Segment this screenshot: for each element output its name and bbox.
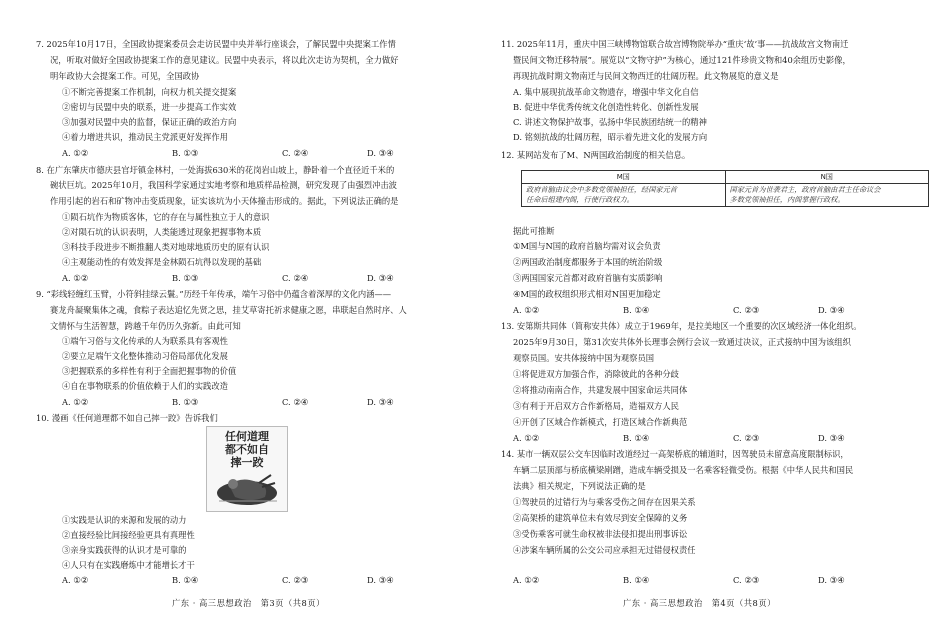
q13-options <box>513 433 933 444</box>
comic-title-line: 都不如自 <box>225 443 269 456</box>
q11-stem-line: 11. 2025年11月，重庆中国三峡博物馆联合故宫博物院举办“重庆‘故’事——抗战故宫文物南迁 <box>501 39 849 49</box>
political-systems-table <box>521 170 929 207</box>
q14-option-a[interactable]: A. ①② <box>513 575 540 585</box>
q7-item: ②密切与民盟中央的联系，进一步提高工作实效 <box>62 102 237 112</box>
left-page-footer: 广东 · 高三思想政治 第3页（共8页） <box>172 598 325 608</box>
right-page-footer: 广东 · 高三思想政治 第4页（共8页） <box>623 598 776 608</box>
q7-option-b[interactable]: B. ①③ <box>172 148 199 158</box>
q8-item: ②对陨石坑的认识表明，人类能透过现象把握事物本质 <box>62 227 262 237</box>
q8-option-c[interactable]: C. ②④ <box>282 273 309 283</box>
q14-item: ①驾驶员的过错行为与乘客受伤之间存在因果关系 <box>513 497 696 507</box>
q11-option-a[interactable]: A. 集中展现抗战革命文物遗存，增强中华文化自信 <box>513 87 699 97</box>
q14-option-c[interactable]: C. ②③ <box>733 575 760 585</box>
q13-stem-line: 2025年9月30日，第31次安共体外长理事会例行会议一致通过决议，正式接纳中国为该组织 <box>513 337 851 347</box>
q8-item: ④主观能动性的有效发挥是金林陨石坑得以发现的基础 <box>62 257 262 267</box>
q9-option-a[interactable]: A. ①② <box>62 397 89 407</box>
q8-option-b[interactable]: B. ①③ <box>172 273 199 283</box>
q14-item: ③受伤乘客可就生命权被非法侵扣提出刑事诉讼 <box>513 529 688 539</box>
q10-option-d[interactable]: D. ③④ <box>367 575 394 585</box>
q13-item: ④开创了区域合作新模式，打造区域合作新典范 <box>513 417 688 427</box>
q14-stem-line: 法典》相关规定，下列说法正确的是 <box>513 481 646 491</box>
q13-item: ②将推动南南合作，共建发展中国家命运共同体 <box>513 385 688 395</box>
table-header-m: M国 <box>522 171 726 184</box>
q12-option-c[interactable]: C. ②③ <box>733 305 760 315</box>
q9-item: ②要立足端午文化整体推动习俗局部优化发展 <box>62 351 228 361</box>
q13-option-c[interactable]: C. ②③ <box>733 433 760 443</box>
q12-item: ①M国与N国的政府首脑均需对议会负责 <box>513 241 661 251</box>
q10-item: ③亲身实践获得的认识才是可靠的 <box>62 545 187 555</box>
q7-item: ③加强对民盟中央的监督，保证正确的政治方向 <box>62 117 237 127</box>
q12-stem: 12. 某网站发布了M、N两国政治制度的相关信息。 <box>501 150 691 160</box>
q14-stem-line: 车辆二层顶部与桥底横梁剐蹭，造成车辆受损及一名乘客轻微受伤。根据《中华人民共和国民 <box>513 465 854 475</box>
q13-item: ①将促进双方加强合作，消除彼此的各种分歧 <box>513 369 679 379</box>
table-cell-n <box>725 184 929 207</box>
q14-option-d[interactable]: D. ③④ <box>818 575 845 585</box>
table-cell-line: 政府首脑由议会中多数党领袖担任，经国家元首 <box>526 185 677 194</box>
q7-item: ④着力增进共识，推动民主党派更好发挥作用 <box>62 132 228 142</box>
q10-stem: 10. 漫画《任何道理都不如自己摔一跤》告诉我们 <box>36 413 218 423</box>
q12-options <box>513 305 933 316</box>
q13-option-d[interactable]: D. ③④ <box>818 433 845 443</box>
q9-option-b[interactable]: B. ①③ <box>172 397 199 407</box>
q12-option-a[interactable]: A. ①② <box>513 305 540 315</box>
table-header-n: N国 <box>725 171 929 184</box>
table-cell-line: 任命后组建内阁，行使行政权力。 <box>526 195 634 204</box>
q9-stem-line: 9. “彩线轻缠红玉臂，小符斜挂绿云鬟。”历经千年传承，端午习俗中仍蕴含着深厚的文化内涵—— <box>36 289 392 299</box>
q12-item: ③两国国家元首都对政府首脑有实质影响 <box>513 273 663 283</box>
q7-stem-line: 况，听取对做好全国政协提案工作的意见建议。民盟中央表示，将以此次走访为契机，全力做好 <box>50 55 399 65</box>
q13-option-a[interactable]: A. ①② <box>513 433 540 443</box>
q9-stem-line: 赛龙舟凝聚集体之魂，食粽子表达追忆先贤之思，挂艾草寄托祈求健康之愿，串联起自然时序、人 <box>50 305 407 315</box>
table-cell-line: 国家元首为世袭君主，政府首脑由君主任命议会 <box>729 185 881 194</box>
q12-option-d[interactable]: D. ③④ <box>818 305 845 315</box>
comic-title-line: 摔一跤 <box>230 456 264 469</box>
q11-option-d[interactable]: D. 铭刻抗战的壮阔历程，昭示着先进文化的发展方向 <box>513 132 708 142</box>
q8-stem-line: 碗状巨坑。2025年10月，我国科学家通过实地考察和地质样品检测，研究发现了由强烈冲击波 <box>50 180 397 190</box>
q14-option-b[interactable]: B. ①④ <box>623 575 650 585</box>
comic-illustration <box>206 426 288 512</box>
q11-stem-line: 暨民间文物迁移特展”。展览以“文物守护”为核心，通过121件珍贵文物和40余组历史影像， <box>513 55 851 65</box>
q10-option-b[interactable]: B. ①④ <box>172 575 199 585</box>
q9-item: ③把握联系的多样性有利于全面把握事物的价值 <box>62 366 237 376</box>
q9-option-c[interactable]: C. ②④ <box>282 397 309 407</box>
right-page <box>475 0 950 631</box>
q12-option-b[interactable]: B. ①④ <box>623 305 650 315</box>
falling-person-drawing <box>207 427 287 511</box>
q8-option-d[interactable]: D. ③④ <box>367 273 394 283</box>
q8-item: ③科技手段进步不断推翻人类对地球地质历史的原有认识 <box>62 242 270 252</box>
q9-options <box>62 397 462 408</box>
q14-stem-line: 14. 某市一辆双层公交车因临时改道经过一高架桥底的辅道时，因驾驶员未留意高度限制标识， <box>501 449 849 459</box>
q8-item: ①陨石坑作为物质客体，它的存在与属性独立于人的意识 <box>62 212 270 222</box>
q8-options <box>62 273 462 284</box>
q9-stem-line: 文情怀与生活智慧，跨越千年仍历久弥新。由此可知 <box>50 321 241 331</box>
q10-options <box>62 575 462 586</box>
q13-option-b[interactable]: B. ①④ <box>623 433 650 443</box>
q11-stem-line: 再现抗战时期文物南迁与民间文物西迁的壮阔历程。此文物展览的意义是 <box>513 71 779 81</box>
q10-option-a[interactable]: A. ①② <box>62 575 89 585</box>
q8-stem-line: 8. 在广东肇庆市德庆县官圩镇金林村，一处海拔630米的花岗岩山坡上，静卧着一个直径近千米的 <box>36 165 395 175</box>
q12-lead: 据此可推断 <box>513 226 555 236</box>
q14-item: ④涉案车辆所属的公交公司应承担无过错侵权责任 <box>513 545 696 555</box>
q10-item: ②直接经验比间接经验更具有真理性 <box>62 530 195 540</box>
q14-item: ②高架桥的建筑单位未有效尽到安全保障的义务 <box>513 513 688 523</box>
q8-stem-line: 作用引起的岩石和矿物冲击变质现象，证实该坑为小天体撞击形成的。据此，下列说法正确的是 <box>50 196 399 206</box>
q7-stem-line: 7. 2025年10月17日，全国政协提案委员会走访民盟中央并举行座谈会，了解民盟中央提案工作情 <box>36 39 396 49</box>
q10-item: ①实践是认识的来源和发展的动力 <box>62 515 187 525</box>
q10-item: ④人只有在实践磨炼中才能增长才干 <box>62 560 195 570</box>
q7-option-c[interactable]: C. ②④ <box>282 148 309 158</box>
q13-stem-line: 观察员国。安共体接纳中国为观察员国 <box>513 353 655 363</box>
q7-item: ①不断完善提案工作机制，向权力机关提交提案 <box>62 87 237 97</box>
q11-option-b[interactable]: B. 促进中华优秀传统文化创造性转化、创新性发展 <box>513 102 699 112</box>
q10-option-c[interactable]: C. ②③ <box>282 575 309 585</box>
q8-option-a[interactable]: A. ①② <box>62 273 89 283</box>
table-cell-m <box>522 184 726 207</box>
table-cell-line: 多数党领袖担任，内阁掌握行政权。 <box>729 195 845 204</box>
q9-item: ①端午习俗与文化传承的人为联系具有客观性 <box>62 336 228 346</box>
comic-title-line: 任何道理 <box>225 430 269 443</box>
q11-option-c[interactable]: C. 讲述文物保护故事，弘扬中华民族团结统一的精神 <box>513 117 707 127</box>
q12-item: ②两国政治制度都服务于本国的统治阶级 <box>513 257 663 267</box>
q9-option-d[interactable]: D. ③④ <box>367 397 394 407</box>
q7-option-d[interactable]: D. ③④ <box>367 148 394 158</box>
q13-stem-line: 13. 安第斯共同体（简称安共体）成立于1969年，是拉美地区一个重要的次区域经济一体化组织。 <box>501 321 862 331</box>
q7-option-a[interactable]: A. ①② <box>62 148 89 158</box>
q9-item: ④自在事物联系的价值依赖于人们的实践改造 <box>62 381 228 391</box>
q7-options <box>62 148 462 159</box>
q12-item: ④M国的政权组织形式相对N国更加稳定 <box>513 289 661 299</box>
q7-stem-line: 明年政协大会提案工作。可见，全国政协 <box>50 71 200 81</box>
q14-options <box>513 575 933 586</box>
q13-item: ③有利于开启双方合作新格局，造福双方人民 <box>513 401 679 411</box>
